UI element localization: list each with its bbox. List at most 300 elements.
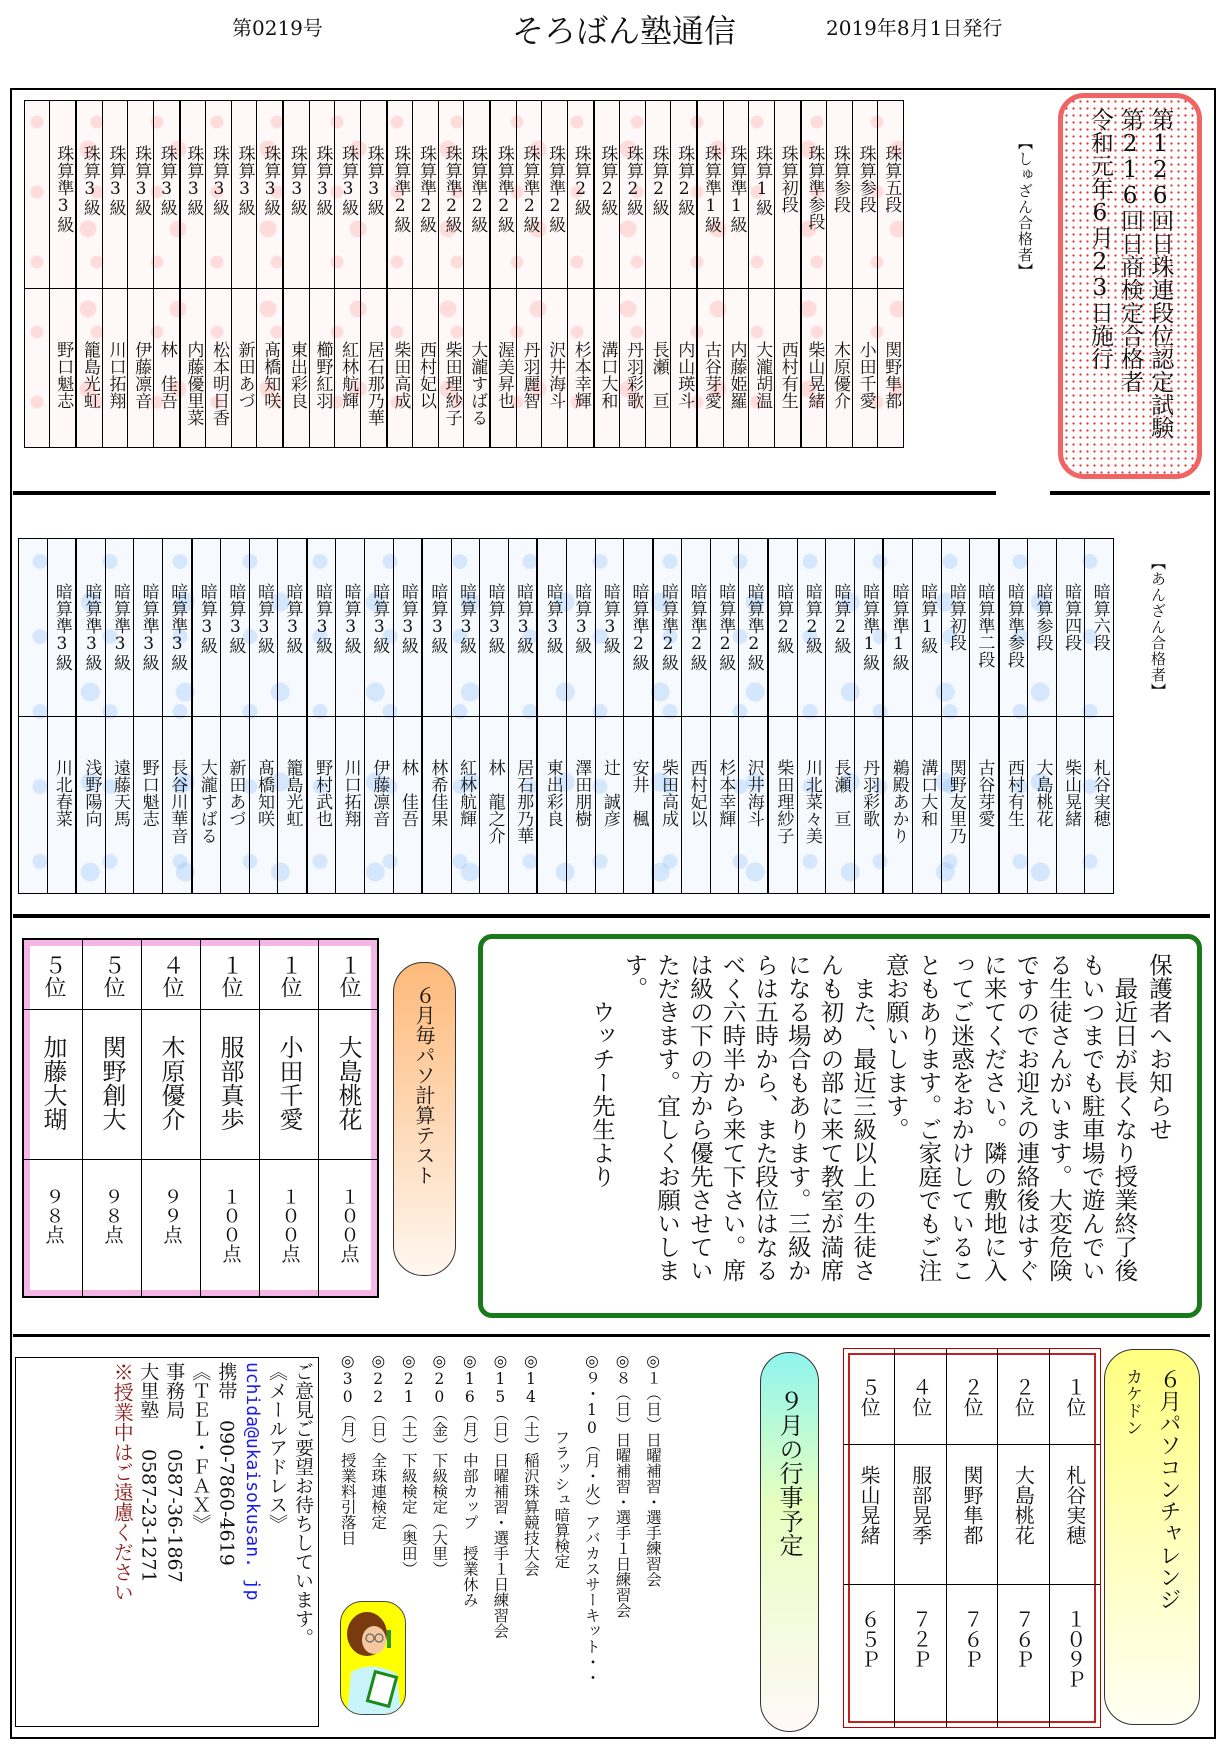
- student-name: 林 佳吾: [397, 759, 418, 827]
- rank-column: [259, 940, 318, 1296]
- name-cell: [193, 717, 221, 893]
- student-name: 伊藤凛音: [131, 341, 152, 409]
- name-text: 服部晃季: [908, 1465, 933, 1545]
- name-cell: [106, 717, 134, 893]
- score-cell: [260, 1160, 318, 1296]
- score-text: ７６Ｐ: [1011, 1609, 1036, 1669]
- page-title: そろばん塾通信: [512, 12, 737, 50]
- grade-cell: [480, 539, 508, 717]
- result-column: [220, 539, 249, 893]
- mobile-label: 携帯: [215, 1362, 238, 1400]
- grade-text: 暗算準1級: [859, 583, 880, 671]
- grade-cell: [491, 101, 516, 289]
- name-cell: [388, 289, 413, 447]
- grade-text: 珠算3級: [79, 145, 100, 216]
- student-name: 松本明日香: [208, 341, 229, 426]
- rank-text: １位: [277, 954, 302, 998]
- name-cell: [439, 289, 464, 447]
- student-name: 川北菜々美: [801, 759, 822, 844]
- grade-text: 暗算準3級: [167, 583, 188, 671]
- student-name: 櫛野紅羽: [312, 341, 333, 409]
- result-column: [826, 101, 852, 447]
- badge-line-2: 第216回日商検定合格者: [1117, 108, 1144, 393]
- result-column: [774, 101, 800, 447]
- event-item: フラッシュ暗算検定: [552, 1352, 571, 1569]
- grade-text: 珠算準1級: [726, 145, 747, 233]
- name-cell: [1028, 717, 1056, 893]
- notice-box: [478, 934, 1202, 1318]
- result-column: [249, 539, 278, 893]
- grade-text: 珠算3級: [156, 145, 177, 216]
- name-cell: [310, 289, 335, 447]
- result-column: [105, 539, 134, 893]
- name-cell: [798, 717, 826, 893]
- grade-text: 珠算2級: [622, 145, 643, 216]
- rank-column: [844, 1349, 894, 1727]
- score-text: １００点: [219, 1187, 242, 1263]
- event-item: ◎22（日）全珠連検定: [369, 1352, 388, 1530]
- events-title-text: ９月の行事予定: [775, 1389, 803, 1557]
- rank-text: ２位: [959, 1377, 984, 1417]
- student-name: 柴山晃緒: [1061, 759, 1082, 827]
- student-name: 渥美昇也: [493, 341, 514, 409]
- result-column: [19, 539, 47, 893]
- rank-cell: [844, 1349, 894, 1445]
- result-column: [800, 101, 827, 447]
- event-item: ◎８（日）日曜補習・選手１日練習会: [613, 1352, 632, 1618]
- name-cell: [491, 289, 516, 447]
- student-name: 柴山晃緒: [804, 341, 825, 409]
- student-name: 柴田高成: [658, 759, 679, 827]
- grade-cell: [942, 539, 970, 717]
- student-name: 東出彩良: [542, 759, 563, 827]
- student-name: 丹羽彩歌: [622, 341, 643, 409]
- event-item: ◎16（月）中部カップ 授業休み: [460, 1352, 479, 1608]
- grade-text: 暗算準3級: [110, 583, 131, 671]
- grade-cell: [361, 101, 386, 289]
- grade-text: 暗算準3級: [138, 583, 159, 671]
- student-name: 長瀬 亘: [830, 759, 851, 827]
- result-column: [133, 539, 162, 893]
- rank-column: [24, 940, 82, 1296]
- result-column: [102, 101, 128, 447]
- exam-badge: [1058, 93, 1202, 479]
- grade-text: 暗算準2級: [658, 583, 679, 671]
- grade-cell: [711, 539, 739, 717]
- result-column: [306, 539, 336, 893]
- grade-text: 暗算3級: [312, 583, 333, 654]
- badge-line-3: 令和元年6月23日施行: [1086, 108, 1113, 370]
- name-cell: [77, 717, 105, 893]
- office-line: [161, 1362, 187, 1722]
- name-cell: [913, 717, 941, 893]
- rank-text: ４位: [159, 954, 184, 998]
- result-column: [489, 101, 516, 447]
- name-cell: [142, 1010, 200, 1160]
- grade-cell: [538, 539, 566, 717]
- student-name: 東出彩良: [286, 341, 307, 409]
- grade-text: 珠算1級: [752, 145, 773, 216]
- grade-cell: [1085, 539, 1113, 717]
- result-column: [451, 539, 480, 893]
- name-cell: [464, 289, 489, 447]
- student-name: 長瀬 亘: [648, 341, 669, 409]
- result-column: [75, 101, 102, 447]
- grade-text: 暗算3級: [513, 583, 534, 654]
- grade-cell: [423, 539, 451, 717]
- contact-intro: ご意見ご要望お待ちしています。: [292, 1362, 314, 1647]
- empty-cell: [25, 101, 50, 289]
- name-cell: [855, 717, 883, 893]
- rank-column: [1049, 1349, 1100, 1727]
- name-cell: [413, 289, 438, 447]
- score-cell: [24, 1160, 82, 1296]
- event-item: ◎１（日）日曜補習・選手練習会: [644, 1352, 662, 1587]
- student-name: 内藤優里菜: [183, 341, 204, 426]
- result-column: [623, 539, 652, 893]
- student-name: 大瀧すばる: [467, 341, 488, 426]
- student-name: 柴田高成: [390, 341, 411, 409]
- name-cell: [595, 289, 620, 447]
- grade-cell: [624, 539, 652, 717]
- result-column: [941, 539, 970, 893]
- grade-cell: [1028, 539, 1056, 717]
- result-column: [47, 539, 76, 893]
- grade-text: 暗算3級: [225, 583, 246, 654]
- name-cell: [682, 717, 710, 893]
- student-name: 札谷実穂: [1089, 759, 1110, 827]
- rank-cell: [319, 940, 377, 1010]
- result-column: [412, 101, 438, 447]
- name-cell: [624, 717, 652, 893]
- notice-paragraph-2: また、最近三級以上の生徒さんも初めの部に来て教室が満席になる場合もあります。三級からは五時から、また段位はなるべく六時半から来て下さい。席は級の下の方から優先させていただきます。宜しくお願いします。: [620, 953, 878, 1282]
- event-item: ◎14（土）稲沢珠算競技大会: [521, 1352, 540, 1577]
- result-column: [593, 101, 620, 447]
- shuzan-table: [24, 100, 904, 448]
- grade-text: 暗算六段: [1089, 583, 1110, 651]
- score-text: ７６Ｐ: [959, 1609, 984, 1669]
- grade-cell: [103, 101, 128, 289]
- name-cell: [749, 289, 774, 447]
- email-link[interactable]: uchida@ukaisokusan. jp: [241, 1362, 263, 1601]
- grade-cell: [855, 539, 883, 717]
- result-column: [364, 539, 393, 893]
- school-label: 大里塾: [137, 1362, 160, 1419]
- result-column: [309, 101, 335, 447]
- event-item: ◎30（月）授業料引落日: [338, 1352, 357, 1546]
- score-cell: [844, 1585, 894, 1727]
- rank-column: [200, 940, 259, 1296]
- name-text: 大島桃花: [334, 1035, 362, 1131]
- grade-text: 珠算準3級: [53, 145, 74, 233]
- result-column: [334, 101, 360, 447]
- result-column: [854, 539, 883, 893]
- score-cell: [998, 1585, 1048, 1727]
- grade-cell: [206, 101, 231, 289]
- grade-cell: [596, 539, 624, 717]
- grade-cell: [163, 539, 191, 717]
- grade-cell: [739, 539, 767, 717]
- event-item: ◎９・10（月・火）アバカスサーキット・・: [582, 1352, 601, 1685]
- grade-text: 暗算3級: [196, 583, 217, 654]
- rank-cell: [998, 1349, 1048, 1445]
- office-label: 事務局: [163, 1362, 186, 1419]
- grade-cell: [1000, 539, 1028, 717]
- grade-cell: [193, 539, 221, 717]
- result-column: [508, 539, 537, 893]
- score-text: ９８点: [42, 1187, 65, 1244]
- grade-text: 珠算2級: [648, 145, 669, 216]
- result-column: [421, 539, 451, 893]
- name-cell: [671, 289, 696, 447]
- rank-cell: [24, 940, 82, 1010]
- grade-text: 珠算3級: [208, 145, 229, 216]
- mobile-number: 090-7860-4619: [215, 1420, 238, 1566]
- grade-text: 暗算参段: [1032, 583, 1053, 651]
- name-cell: [308, 717, 336, 893]
- grade-text: 暗算3級: [484, 583, 505, 654]
- name-cell: [568, 289, 593, 447]
- grade-cell: [913, 539, 941, 717]
- name-cell: [48, 717, 76, 893]
- name-cell: [361, 289, 386, 447]
- grade-cell: [181, 101, 206, 289]
- score-text: １００点: [337, 1187, 360, 1263]
- name-cell: [181, 289, 206, 447]
- score-text: ７２Ｐ: [908, 1609, 933, 1669]
- grade-cell: [698, 101, 723, 289]
- result-column: [438, 101, 464, 447]
- grade-cell: [595, 101, 620, 289]
- rank-cell: [260, 940, 318, 1010]
- grade-cell: [128, 101, 153, 289]
- grade-text: 暗算3級: [542, 583, 563, 654]
- result-column: [723, 101, 749, 447]
- empty-cell: [25, 289, 50, 447]
- student-name: 大島桃花: [1032, 759, 1053, 827]
- result-column: [681, 539, 710, 893]
- grade-cell: [232, 101, 257, 289]
- grade-text: 珠算3級: [312, 145, 333, 216]
- grade-text: 珠算準2級: [441, 145, 462, 233]
- name-cell: [232, 289, 257, 447]
- score-text: １０９Ｐ: [1062, 1609, 1087, 1689]
- grade-text: 珠算五段: [881, 145, 902, 213]
- student-name: 紅林航輝: [338, 341, 359, 409]
- student-name: 関野友里乃: [945, 759, 966, 844]
- name-cell: [1050, 1445, 1100, 1585]
- rank-text: ４位: [908, 1377, 933, 1417]
- grade-cell: [154, 101, 179, 289]
- name-cell: [775, 289, 800, 447]
- name-cell: [567, 717, 595, 893]
- name-cell: [1000, 717, 1028, 893]
- student-name: 居石那乃華: [513, 759, 534, 844]
- anzan-label: 【あんざん合格者】: [1149, 555, 1167, 699]
- challenge-table: [843, 1348, 1101, 1728]
- rank-cell: [1050, 1349, 1100, 1445]
- grade-text: 暗算準二段: [974, 583, 995, 668]
- student-name: 溝口大和: [917, 759, 938, 827]
- name-cell: [103, 289, 128, 447]
- rank-column: [946, 1349, 997, 1727]
- divider: [13, 914, 1210, 918]
- grade-text: 珠算3級: [363, 145, 384, 216]
- challenge-title-text: ６月パソコンチャレンジ: [1156, 1368, 1181, 1610]
- grade-cell: [439, 101, 464, 289]
- grade-text: 暗算3級: [282, 583, 303, 654]
- result-column: [797, 539, 826, 893]
- grade-cell: [646, 101, 671, 289]
- notice-signature: ウッチー先生より: [587, 953, 616, 1188]
- event-item: ◎21（土）下級検定（奥田）: [399, 1352, 418, 1577]
- name-cell: [480, 717, 508, 893]
- student-name: 鵜殿あかり: [888, 759, 909, 844]
- name-cell: [365, 717, 393, 893]
- student-name: 伊藤凛音: [369, 759, 390, 827]
- empty-cell: [19, 717, 47, 893]
- student-name: 西村妃以: [415, 341, 436, 409]
- grade-text: 珠算3級: [183, 145, 204, 216]
- grade-cell: [310, 101, 335, 289]
- grade-text: 暗算準2級: [628, 583, 649, 671]
- rank-cell: [201, 940, 259, 1010]
- student-name: 沢井海斗: [743, 759, 764, 827]
- divider: [1050, 491, 1210, 495]
- name-cell: [509, 717, 537, 893]
- student-name: 林 龍之介: [484, 759, 505, 844]
- student-name: 辻 誠彦: [599, 759, 620, 827]
- name-cell: [423, 717, 451, 893]
- rank-text: １位: [336, 954, 361, 998]
- grade-cell: [221, 539, 249, 717]
- result-column: [191, 539, 221, 893]
- grade-cell: [568, 101, 593, 289]
- result-column: [277, 539, 306, 893]
- rank-column: [894, 1349, 945, 1727]
- rank-column: [82, 940, 141, 1296]
- name-cell: [542, 289, 567, 447]
- name-cell: [24, 1010, 82, 1160]
- name-cell: [335, 289, 360, 447]
- grade-text: 暗算準2級: [715, 583, 736, 671]
- name-cell: [154, 289, 179, 447]
- student-name: 西村有生: [777, 341, 798, 409]
- name-text: 小田千愛: [275, 1035, 303, 1131]
- grade-cell: [1057, 539, 1085, 717]
- result-column: [567, 101, 593, 447]
- student-name: 浅野陽向: [81, 759, 102, 827]
- result-column: [463, 101, 489, 447]
- telfax-label: 《ＴＥＬ・ＦＡＸ》: [189, 1362, 212, 1533]
- result-column: [75, 539, 105, 893]
- score-cell: [1050, 1585, 1100, 1727]
- notice-heading: 保護者へお知らせ: [1145, 953, 1173, 1141]
- grade-text: 珠算3級: [338, 145, 359, 216]
- grade-cell: [769, 539, 797, 717]
- grade-text: 珠算初段: [777, 145, 798, 213]
- name-cell: [853, 289, 878, 447]
- name-text: 関野創大: [98, 1035, 126, 1131]
- grade-cell: [257, 101, 282, 289]
- score-cell: [947, 1585, 997, 1727]
- office-number: 0587-36-1867: [163, 1449, 186, 1583]
- score-text: ６５Ｐ: [857, 1609, 882, 1669]
- mobile-line: [213, 1362, 239, 1722]
- student-name: 安井 楓: [628, 759, 649, 827]
- grade-text: 珠算参段: [855, 145, 876, 213]
- grade-text: 珠算3級: [131, 145, 152, 216]
- pasokon-test-title-text: ６月毎パソ計算テスト: [412, 985, 436, 1185]
- student-name: 野口魁志: [53, 341, 74, 409]
- rank-text: ２位: [1011, 1377, 1036, 1417]
- grade-text: 珠算2級: [674, 145, 695, 216]
- grade-text: 暗算2級: [801, 583, 822, 654]
- student-name: 大瀧すばる: [196, 759, 217, 844]
- result-column: [127, 101, 153, 447]
- name-cell: [1085, 717, 1113, 893]
- result-column: [877, 101, 903, 447]
- name-cell: [163, 717, 191, 893]
- name-cell: [802, 289, 827, 447]
- grade-text: 珠算準2級: [545, 145, 566, 233]
- grade-cell: [542, 101, 567, 289]
- grade-text: 暗算準3級: [51, 583, 72, 671]
- grade-cell: [413, 101, 438, 289]
- result-column: [998, 539, 1028, 893]
- grade-text: 暗算準2級: [686, 583, 707, 671]
- events-list: [338, 1352, 668, 1732]
- grade-cell: [336, 539, 364, 717]
- student-name: 居石那乃華: [363, 341, 384, 426]
- result-column: [335, 539, 364, 893]
- anzan-table: [18, 538, 1114, 894]
- grade-text: 暗算2級: [830, 583, 851, 654]
- grade-cell: [509, 539, 537, 717]
- result-column: [767, 539, 797, 893]
- name-cell: [884, 717, 912, 893]
- grade-text: 暗算1級: [917, 583, 938, 654]
- student-name: 沢井海斗: [545, 341, 566, 409]
- student-name: 新田あづ: [225, 759, 246, 827]
- name-text: 関野隼都: [959, 1465, 984, 1545]
- name-text: 大島桃花: [1011, 1465, 1036, 1545]
- grade-text: 珠算準参段: [804, 145, 825, 230]
- grade-text: 珠算3級: [286, 145, 307, 216]
- student-name: 籠島光虹: [282, 759, 303, 827]
- grade-text: 暗算準3級: [81, 583, 102, 671]
- student-name: 古谷芽愛: [974, 759, 995, 827]
- name-cell: [83, 1010, 141, 1160]
- result-column: [393, 539, 422, 893]
- grade-text: 珠算準2級: [519, 145, 540, 233]
- name-cell: [128, 289, 153, 447]
- grade-cell: [517, 101, 542, 289]
- grade-text: 暗算3級: [599, 583, 620, 654]
- result-column: [670, 101, 696, 447]
- grade-cell: [798, 539, 826, 717]
- rank-text: ５位: [41, 954, 66, 998]
- student-name: 丹羽麗智: [519, 341, 540, 409]
- result-column: [1027, 539, 1056, 893]
- grade-cell: [671, 101, 696, 289]
- grade-cell: [250, 539, 278, 717]
- grade-text: 珠算2級: [570, 145, 591, 216]
- score-cell: [319, 1160, 377, 1296]
- student-name: 髙橋知咲: [253, 759, 274, 827]
- student-name: 大瀧胡温: [752, 341, 773, 409]
- pasokon-test-title: [393, 962, 456, 1276]
